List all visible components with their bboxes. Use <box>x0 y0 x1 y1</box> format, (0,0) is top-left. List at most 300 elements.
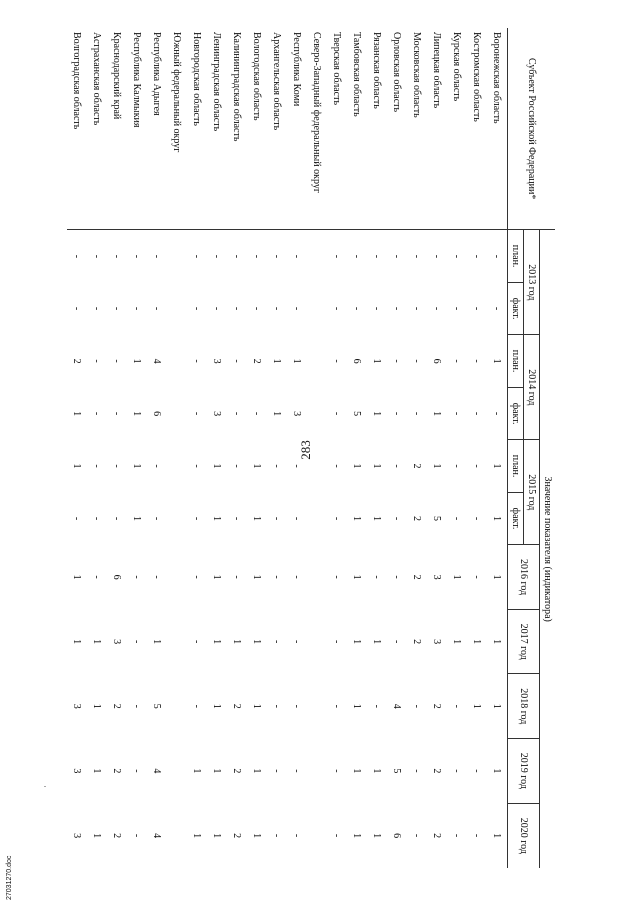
indicator-cell: - <box>231 254 243 259</box>
region-name: Курская область <box>447 28 467 230</box>
table-row <box>87 28 107 868</box>
indicator-cell: 1 <box>191 833 203 839</box>
indicator-cell: 3 <box>291 411 303 417</box>
table-row <box>227 28 247 868</box>
region-name: Тверская область <box>327 28 347 230</box>
indicator-cell: 1 <box>91 768 103 774</box>
indicator-cell: 3 <box>431 574 443 580</box>
indicator-cell: - <box>471 516 483 521</box>
indicator-cell: 1 <box>71 639 83 645</box>
indicator-cell: - <box>371 704 383 708</box>
year-header: 2013 год <box>524 230 540 335</box>
table-row <box>307 28 327 868</box>
indicator-cell: - <box>411 833 423 838</box>
indicator-cell: - <box>191 306 203 311</box>
indicator-cell: - <box>191 411 203 416</box>
footer-filename: 27031270.doc <box>6 855 13 900</box>
indicator-cell: - <box>251 306 263 311</box>
indicator-cell: - <box>231 306 243 311</box>
indicator-cell: - <box>331 575 343 579</box>
indicator-cell: - <box>271 640 283 644</box>
indicator-cell: 1 <box>211 463 223 469</box>
indicator-cell: - <box>411 254 423 259</box>
indicator-cell <box>307 440 327 492</box>
indicator-cell: - <box>391 516 403 521</box>
indicator-cell: - <box>331 769 343 773</box>
table-row <box>387 28 407 868</box>
indicator-cell: 5 <box>431 516 443 522</box>
indicator-cell: - <box>471 464 483 468</box>
indicator-cell: - <box>351 254 363 259</box>
indicator-cell: - <box>191 254 203 259</box>
indicator-cell: 1 <box>91 703 103 709</box>
rotated-table-wrapper <box>65 28 555 868</box>
indicator-cell: - <box>191 516 203 521</box>
indicator-cell: - <box>231 411 243 416</box>
indicator-cell: - <box>231 516 243 521</box>
fact-header: факт. <box>508 492 524 544</box>
indicator-cell: - <box>391 254 403 259</box>
indicator-cell: 3 <box>211 411 223 417</box>
indicator-cell: - <box>331 254 343 259</box>
indicator-cell: - <box>271 254 283 259</box>
indicator-cell: 1 <box>351 574 363 580</box>
indicator-cell <box>167 387 187 439</box>
indicator-cell: - <box>91 306 103 311</box>
indicator-cell <box>307 803 327 868</box>
indicator-cell: 6 <box>351 358 363 364</box>
indicator-cell <box>167 739 187 804</box>
indicator-cell: 2 <box>111 703 123 709</box>
region-name: Рязанская область <box>367 28 387 230</box>
indicator-cell: - <box>211 254 223 259</box>
indicator-cell: - <box>251 411 263 416</box>
indicator-cell: 1 <box>191 768 203 774</box>
indicator-cell: 1 <box>491 639 503 645</box>
indicator-cell: 1 <box>251 516 263 522</box>
indicator-cell: 2 <box>431 833 443 839</box>
table-row <box>187 28 207 868</box>
fact-header: факт. <box>508 282 524 334</box>
indicator-cell: 1 <box>351 463 363 469</box>
indicator-cell: 2 <box>431 768 443 774</box>
indicator-cell: - <box>411 306 423 311</box>
indicator-cell: - <box>411 359 423 363</box>
indicator-cell: - <box>391 464 403 468</box>
indicator-cell: 1 <box>211 833 223 839</box>
indicator-cell: 1 <box>351 833 363 839</box>
indicator-cell: - <box>411 411 423 416</box>
indicator-cell: - <box>251 254 263 259</box>
indicator-cell: - <box>451 306 463 311</box>
indicator-cell: 1 <box>251 703 263 709</box>
indicator-cell: 1 <box>251 463 263 469</box>
margin-dot: . <box>44 780 46 789</box>
indicator-cell: - <box>271 516 283 521</box>
indicator-cell: 2 <box>411 574 423 580</box>
indicator-cell: 1 <box>471 703 483 709</box>
indicator-cell: 4 <box>151 768 163 774</box>
region-name: Астраханская область <box>87 28 107 230</box>
indicator-cell: - <box>231 359 243 363</box>
table-row <box>67 28 87 868</box>
indicator-cell: - <box>331 464 343 468</box>
indicator-cell: 5 <box>151 703 163 709</box>
indicator-cell: - <box>331 640 343 644</box>
indicator-cell: - <box>471 254 483 259</box>
table-row <box>147 28 167 868</box>
indicator-cell: - <box>231 575 243 579</box>
table-row <box>487 28 508 868</box>
indicator-cell: - <box>291 704 303 708</box>
indicator-cell <box>307 282 327 334</box>
indicator-cell: 6 <box>151 411 163 417</box>
indicator-cell: - <box>471 575 483 579</box>
indicator-cell: - <box>391 575 403 579</box>
indicator-cell: - <box>91 516 103 521</box>
indicator-cell: 1 <box>71 463 83 469</box>
table-row <box>347 28 367 868</box>
indicator-cell: 1 <box>211 516 223 522</box>
indicator-cell: - <box>91 464 103 468</box>
region-name: Орловская область <box>387 28 407 230</box>
indicator-cell: 1 <box>491 703 503 709</box>
indicator-cell: 1 <box>351 768 363 774</box>
indicator-cell: - <box>411 769 423 773</box>
region-name: Новгородская область <box>187 28 207 230</box>
table-row <box>327 28 347 868</box>
indicator-cell: - <box>331 306 343 311</box>
indicator-cell: - <box>471 306 483 311</box>
indicator-cell: 2 <box>231 768 243 774</box>
indicator-cell: - <box>431 306 443 311</box>
table-row <box>107 28 127 868</box>
region-name: Московская область <box>407 28 427 230</box>
indicator-cell: 1 <box>211 768 223 774</box>
indicator-cell: 1 <box>431 463 443 469</box>
indicator-cell: - <box>131 704 143 708</box>
indicator-cell: - <box>191 704 203 708</box>
indicator-cell: 1 <box>251 768 263 774</box>
region-name: Липецкая область <box>427 28 447 230</box>
indicator-cell: - <box>291 516 303 521</box>
indicator-cell: 3 <box>71 768 83 774</box>
indicator-cell: 1 <box>151 639 163 645</box>
indicator-cell: 1 <box>471 639 483 645</box>
table-row <box>407 28 427 868</box>
indicator-cell: 1 <box>291 358 303 364</box>
indicator-cell: 6 <box>111 574 123 580</box>
indicator-cell: - <box>331 411 343 416</box>
year-header: 2018 год <box>508 674 540 739</box>
indicator-cell: 5 <box>391 768 403 774</box>
indicator-cell: - <box>291 306 303 311</box>
indicator-cell: - <box>431 254 443 259</box>
indicator-cell: - <box>131 575 143 579</box>
indicator-cell: 1 <box>211 703 223 709</box>
indicator-cell: 1 <box>271 358 283 364</box>
indicator-cell <box>307 739 327 804</box>
indicator-cell: 1 <box>451 574 463 580</box>
indicator-cell: - <box>151 254 163 259</box>
indicator-cell: 1 <box>251 639 263 645</box>
indicator-cell: - <box>471 769 483 773</box>
indicator-cell: 1 <box>371 463 383 469</box>
indicator-cell: - <box>231 464 243 468</box>
indicator-cell: - <box>131 769 143 773</box>
indicator-cell: - <box>211 306 223 311</box>
region-name: Республика Калмыкия <box>127 28 147 230</box>
indicator-cell: - <box>271 769 283 773</box>
indicator-cell: - <box>111 411 123 416</box>
indicator-cell: - <box>291 769 303 773</box>
indicator-cell: 2 <box>111 833 123 839</box>
indicator-cell: - <box>191 464 203 468</box>
indicator-cell: - <box>331 833 343 838</box>
indicator-cell <box>307 230 327 282</box>
indicator-cell: - <box>471 411 483 416</box>
indicator-cell: 1 <box>371 358 383 364</box>
indicator-cell: 1 <box>131 411 143 417</box>
indicator-cell: 1 <box>131 463 143 469</box>
fact-header: факт. <box>508 387 524 439</box>
region-name: Тамбовская область <box>347 28 367 230</box>
indicator-cell <box>307 545 327 610</box>
table-body <box>67 28 508 868</box>
indicator-cell: - <box>191 640 203 644</box>
region-name: Краснодарский край <box>107 28 127 230</box>
indicator-cell: - <box>331 704 343 708</box>
indicator-cell: 1 <box>131 358 143 364</box>
indicator-cell: - <box>371 306 383 311</box>
table-row <box>287 28 307 868</box>
indicator-cell: - <box>291 575 303 579</box>
plan-header: план. <box>508 230 524 282</box>
indicator-cell: 2 <box>231 703 243 709</box>
indicator-cell: - <box>471 359 483 363</box>
indicator-cell: - <box>291 833 303 838</box>
region-name: Республика Адыгея <box>147 28 167 230</box>
table-row <box>127 28 147 868</box>
indicator-cell: 6 <box>431 358 443 364</box>
indicator-cell: - <box>111 306 123 311</box>
indicator-cell: - <box>271 704 283 708</box>
indicator-cell <box>167 492 187 544</box>
indicator-cell: - <box>131 254 143 259</box>
indicator-cell: 1 <box>371 516 383 522</box>
indicator-cell: 2 <box>431 703 443 709</box>
indicator-cell <box>167 674 187 739</box>
indicator-cell: - <box>471 833 483 838</box>
table-row <box>207 28 227 868</box>
indicator-cell: - <box>151 516 163 521</box>
indicator-cell <box>167 335 187 387</box>
indicator-cell: - <box>191 575 203 579</box>
indicator-cell: 1 <box>371 411 383 417</box>
indicator-cell: - <box>331 516 343 521</box>
table-row <box>247 28 267 868</box>
indicator-cell: - <box>331 359 343 363</box>
indicator-cell <box>167 545 187 610</box>
indicator-cell <box>307 674 327 739</box>
indicator-cell: - <box>271 833 283 838</box>
year-header: 2020 год <box>508 803 540 868</box>
indicator-cell: - <box>451 516 463 521</box>
indicator-cell: 2 <box>411 463 423 469</box>
region-name: Северо-Западный федеральный округ <box>307 28 327 230</box>
indicator-cell: - <box>91 411 103 416</box>
table-row <box>467 28 487 868</box>
indicator-cell: 1 <box>491 516 503 522</box>
region-name: Волгоградская область <box>67 28 87 230</box>
indicator-cell <box>307 492 327 544</box>
table-row <box>447 28 467 868</box>
indicator-cell: 1 <box>231 639 243 645</box>
indicator-cell: - <box>391 411 403 416</box>
indicator-cell: 1 <box>491 358 503 364</box>
indicator-cell: 1 <box>431 411 443 417</box>
indicator-cell: - <box>111 359 123 363</box>
indicator-cell <box>167 803 187 868</box>
table-row <box>267 28 287 868</box>
indicator-cell: - <box>491 306 503 311</box>
indicator-cell: 4 <box>151 358 163 364</box>
year-header: 2015 год <box>524 440 540 545</box>
indicator-cell: - <box>151 306 163 311</box>
indicator-cell: - <box>91 254 103 259</box>
indicator-cell: - <box>451 833 463 838</box>
indicator-cell: - <box>131 306 143 311</box>
indicator-cell: 2 <box>71 358 83 364</box>
year-header: 2019 год <box>508 739 540 804</box>
indicator-cell: 1 <box>271 411 283 417</box>
region-name: Республика Коми <box>287 28 307 230</box>
page-number-text: 283 <box>297 440 313 460</box>
indicator-cell: - <box>131 833 143 838</box>
region-name: Калининградская область <box>227 28 247 230</box>
indicator-cell: 2 <box>251 358 263 364</box>
indicator-cell <box>167 282 187 334</box>
indicator-cell: - <box>271 575 283 579</box>
indicator-cell: 6 <box>391 833 403 839</box>
indicator-cell: - <box>291 640 303 644</box>
indicator-cell: 1 <box>71 574 83 580</box>
indicator-cell: 5 <box>351 411 363 417</box>
indicator-table <box>67 28 555 868</box>
indicator-cell <box>307 335 327 387</box>
indicator-cell: - <box>451 704 463 708</box>
indicator-cell: - <box>71 306 83 311</box>
plan-header: план. <box>508 440 524 492</box>
indicator-cell: 2 <box>411 639 423 645</box>
indicator-cell: 1 <box>251 574 263 580</box>
indicator-cell: - <box>151 575 163 579</box>
indicator-cell: - <box>191 359 203 363</box>
subject-header: Субъект Российской Федерации* <box>508 28 556 230</box>
indicator-cell: - <box>91 359 103 363</box>
indicator-cell: - <box>391 640 403 644</box>
indicator-cell: - <box>371 575 383 579</box>
indicator-cell: 2 <box>111 768 123 774</box>
indicator-cell: - <box>91 575 103 579</box>
indicator-cell: 1 <box>491 833 503 839</box>
indicator-cell: 1 <box>491 768 503 774</box>
indicator-cell <box>307 387 327 439</box>
indicator-cell <box>167 609 187 674</box>
indicator-cell: - <box>451 359 463 363</box>
indicator-cell: - <box>411 704 423 708</box>
indicator-cell: 1 <box>351 639 363 645</box>
indicator-cell: - <box>491 254 503 259</box>
indicator-cell: 1 <box>371 768 383 774</box>
indicator-cell: 3 <box>71 833 83 839</box>
indicator-cell: - <box>451 464 463 468</box>
indicator-cell <box>167 440 187 492</box>
indicator-cell: - <box>71 254 83 259</box>
indicator-cell: - <box>111 516 123 521</box>
plan-header: план. <box>508 335 524 387</box>
indicator-cell <box>167 230 187 282</box>
indicator-cell: - <box>451 411 463 416</box>
indicator-cell: - <box>291 464 303 468</box>
indicator-cell: 1 <box>351 516 363 522</box>
year-header: 2014 год <box>524 335 540 440</box>
indicator-cell: 2 <box>411 516 423 522</box>
year-header: 2017 год <box>508 609 540 674</box>
region-name: Архангельская область <box>267 28 287 230</box>
indicator-cell: 1 <box>71 411 83 417</box>
indicator-cell: - <box>451 769 463 773</box>
indicator-cell: - <box>391 359 403 363</box>
indicator-cell: 4 <box>151 833 163 839</box>
indicator-header: Значение показателя (индикатора) <box>540 230 556 868</box>
indicator-cell: 1 <box>251 833 263 839</box>
region-name: Ленинградская область <box>207 28 227 230</box>
indicator-cell: - <box>491 411 503 416</box>
region-name: Воронежская область <box>487 28 508 230</box>
table-row <box>427 28 447 868</box>
indicator-cell: 1 <box>351 703 363 709</box>
indicator-cell: 1 <box>91 639 103 645</box>
indicator-cell: - <box>391 306 403 311</box>
indicator-cell: - <box>291 254 303 259</box>
indicator-cell: - <box>271 464 283 468</box>
indicator-cell: 1 <box>91 833 103 839</box>
indicator-cell: - <box>71 516 83 521</box>
indicator-cell: - <box>351 306 363 311</box>
indicator-cell: - <box>111 254 123 259</box>
indicator-cell: 2 <box>231 833 243 839</box>
indicator-cell: - <box>271 306 283 311</box>
indicator-cell: 1 <box>211 639 223 645</box>
indicator-cell: - <box>111 464 123 468</box>
indicator-cell: 1 <box>211 574 223 580</box>
region-name: Вологодская область <box>247 28 267 230</box>
indicator-cell: 3 <box>111 639 123 645</box>
indicator-cell: - <box>451 254 463 259</box>
indicator-cell: 1 <box>451 639 463 645</box>
indicator-cell: 1 <box>491 463 503 469</box>
indicator-cell: 1 <box>371 639 383 645</box>
indicator-cell: 1 <box>371 833 383 839</box>
indicator-cell: - <box>151 464 163 468</box>
indicator-cell: 1 <box>131 516 143 522</box>
indicator-cell <box>307 609 327 674</box>
indicator-cell: - <box>131 640 143 644</box>
indicator-cell: 4 <box>391 703 403 709</box>
indicator-cell: 3 <box>71 703 83 709</box>
table-row <box>367 28 387 868</box>
